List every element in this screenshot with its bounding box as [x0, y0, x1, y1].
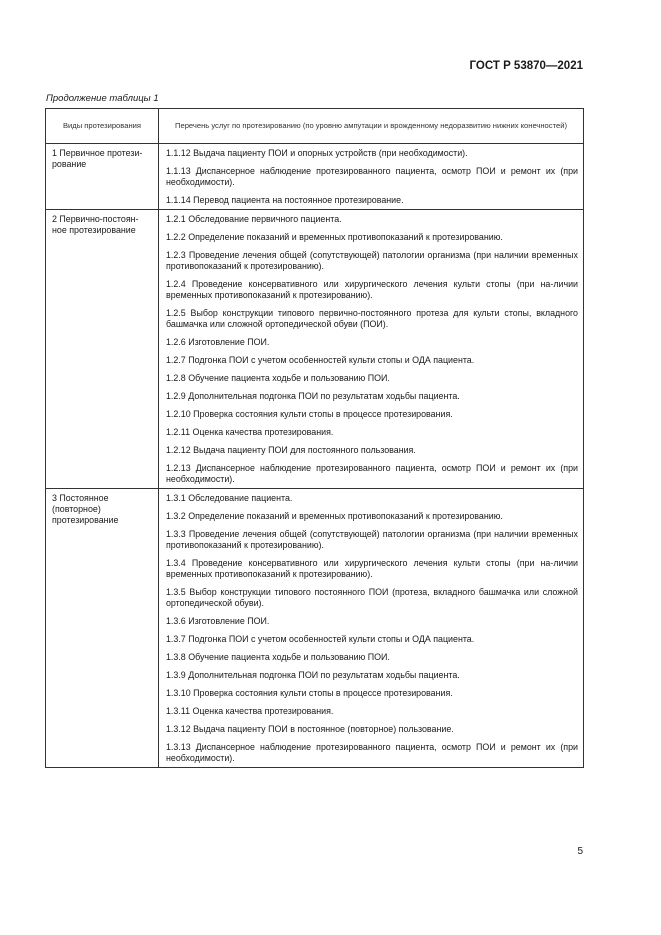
services-table — [45, 108, 584, 768]
service-item: 1.2.5 Выбор конструкции типового первично-постоянного протеза для культи стопы, вкладного башмачка или сложной ортопедической обуви (ПОИ). — [166, 308, 578, 329]
service-item: 1.1.12 Выдача пациенту ПОИ и опорных устройств (при необходимости). — [166, 148, 468, 158]
service-item: 1.2.7 Подгонка ПОИ с учетом особенностей культи стопы и ОДА пациента. — [166, 355, 475, 365]
service-item: 1.2.4 Проведение консервативного или хирургического лечения культи стопы (при на-личии временных противопоказаний к протезированию). — [166, 279, 578, 300]
service-item: 1.3.9 Дополнительная подгонка ПОИ по результатам ходьбы пациента. — [166, 670, 460, 680]
service-item: 1.1.13 Диспансерное наблюдение протезированного пациента, осмотр ПОИ и ремонт их (при необходимости). — [166, 166, 578, 187]
service-item: 1.2.11 Оценка качества протезирования. — [166, 427, 334, 437]
service-item: 1.3.8 Обучение пациента ходьбе и пользованию ПОИ. — [166, 652, 390, 662]
service-item: 1.3.7 Подгонка ПОИ с учетом особенностей культи стопы и ОДА пациента. — [166, 634, 475, 644]
prosthetics-kind-cell: 2 Первично-постоян-ное протезирование — [46, 210, 159, 489]
service-item: 1.3.10 Проверка состояния культи стопы в процессе протезирования. — [166, 688, 453, 698]
page-number: 5 — [577, 846, 583, 857]
services-cell — [159, 210, 584, 489]
service-item: 1.2.12 Выдача пациенту ПОИ для постоянного пользования. — [166, 445, 416, 455]
table-row — [46, 210, 584, 489]
service-item: 1.3.5 Выбор конструкции типового постоянного ПОИ (протеза, вкладного башмачка или сложной ортопедической обуви). — [166, 587, 578, 608]
service-item: 1.3.12 Выдача пациенту ПОИ в постоянное (повторное) пользование. — [166, 724, 454, 734]
prosthetics-kind-cell: 1 Первичное протези-рование — [46, 144, 159, 210]
service-item: 1.3.13 Диспансерное наблюдение протезированного пациента, осмотр ПОИ и ремонт их (при необходимости). — [166, 742, 578, 763]
service-item: 1.2.2 Определение показаний и временных противопоказаний к протезированию. — [166, 232, 503, 242]
service-item: 1.3.3 Проведение лечения общей (сопутствующей) патологии организма (при наличии временных противопоказаний к протезированию). — [166, 529, 578, 550]
service-item: 1.2.13 Диспансерное наблюдение протезированного пациента, осмотр ПОИ и ремонт их (при необходимости). — [166, 463, 578, 484]
table-continuation-label: Продолжение таблицы 1 — [46, 93, 159, 104]
table-body — [46, 144, 584, 768]
service-item: 1.3.6 Изготовление ПОИ. — [166, 616, 270, 626]
service-item: 1.1.14 Перевод пациента на постоянное протезирование. — [166, 195, 404, 205]
service-item: 1.2.9 Дополнительная подгонка ПОИ по результатам ходьбы пациента. — [166, 391, 460, 401]
service-item: 1.2.3 Проведение лечения общей (сопутствующей) патологии организма (при наличии временных противопоказаний к протезированию). — [166, 250, 578, 271]
document-code: ГОСТ Р 53870—2021 — [469, 60, 583, 72]
service-item: 1.3.4 Проведение консервативного или хирургического лечения культи стопы (при на-личии временных противопоказаний к протезированию). — [166, 558, 578, 579]
service-item: 1.3.11 Оценка качества протезирования. — [166, 706, 334, 716]
service-item: 1.2.10 Проверка состояния культи стопы в процессе протезирования. — [166, 409, 453, 419]
service-item: 1.3.1 Обследование пациента. — [166, 493, 293, 503]
prosthetics-kind-cell: 3 Постоянное (повторное) протезирование — [46, 489, 159, 768]
service-item: 1.3.2 Определение показаний и временных противопоказаний к протезированию. — [166, 511, 503, 521]
service-item: 1.2.8 Обучение пациента ходьбе и пользованию ПОИ. — [166, 373, 390, 383]
service-item: 1.2.1 Обследование первичного пациента. — [166, 214, 342, 224]
services-cell — [159, 489, 584, 768]
table-header-row — [46, 109, 584, 144]
table-row — [46, 144, 584, 210]
column-header-kind: Виды протезирования — [46, 109, 159, 144]
service-item: 1.2.6 Изготовление ПОИ. — [166, 337, 270, 347]
table-row — [46, 489, 584, 768]
services-cell — [159, 144, 584, 210]
column-header-services: Перечень услуг по протезированию (по уровню ампутации и врожденному недоразвитию нижних конечностей) — [159, 109, 584, 144]
